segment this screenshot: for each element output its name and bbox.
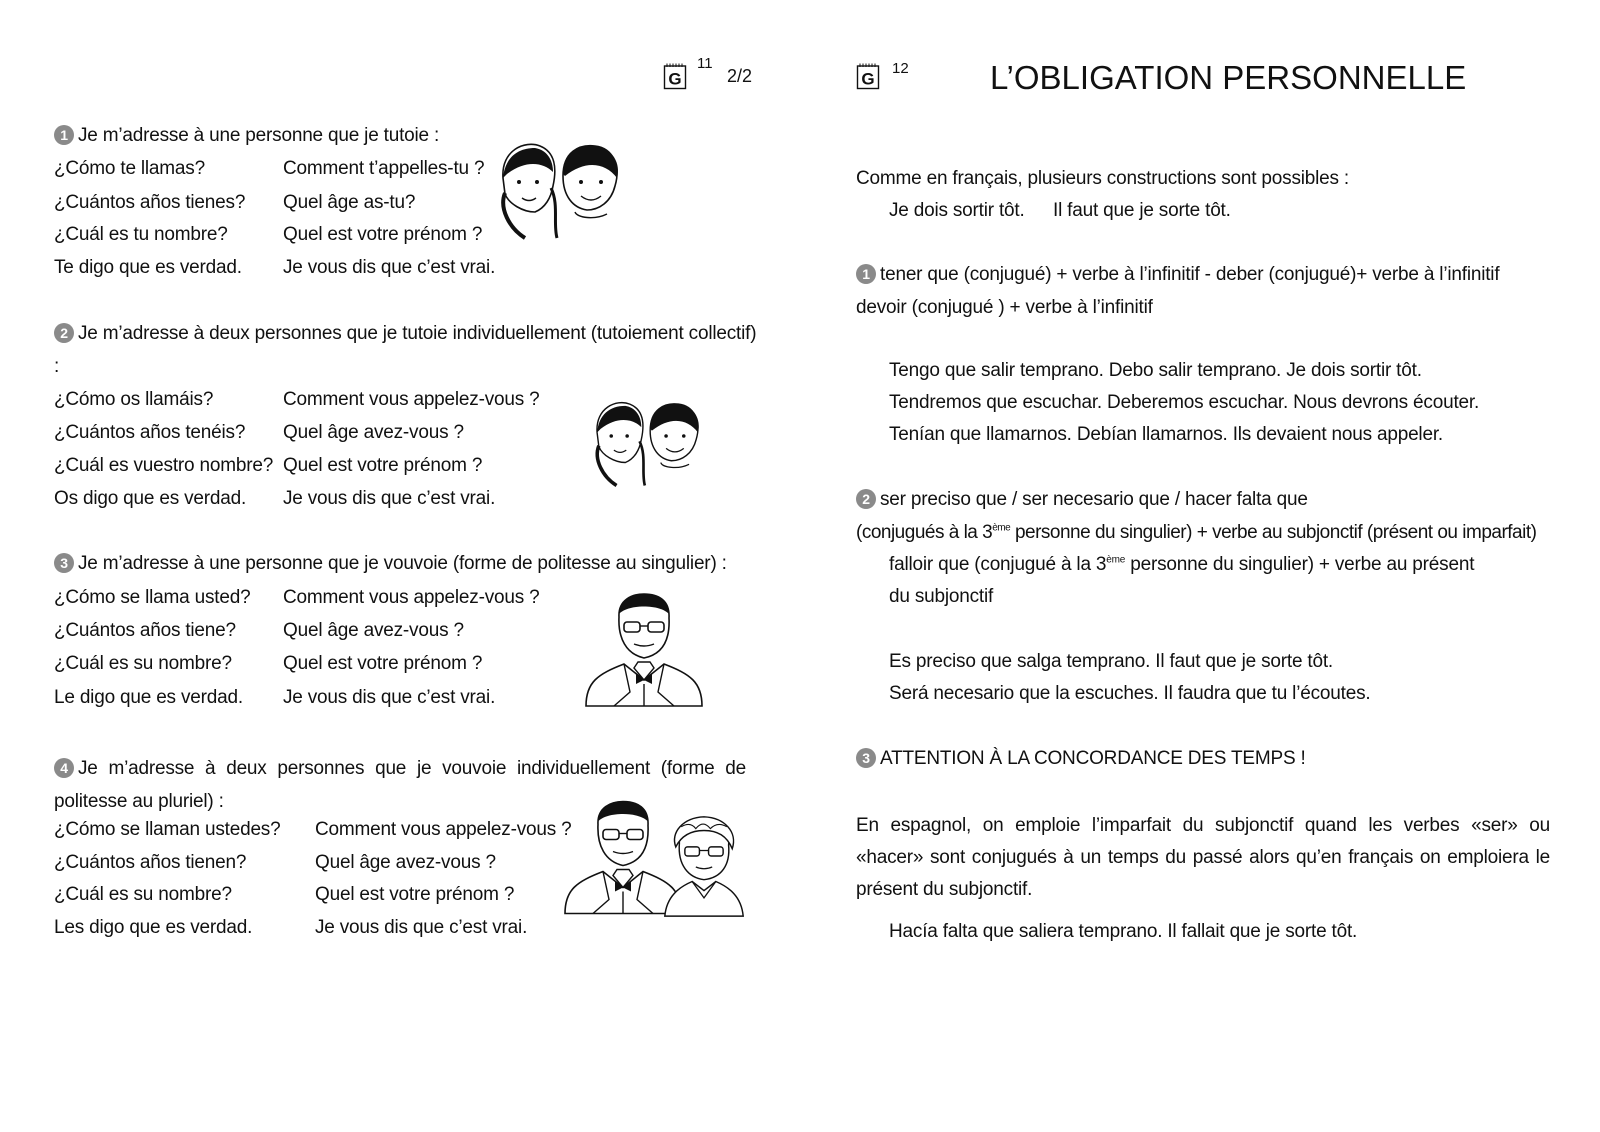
spanish-phrase: ¿Cuál es su nombre? [54, 653, 232, 674]
intro-example: Je dois sortir tôt. [889, 200, 1025, 221]
right-page [800, 0, 1600, 1132]
spanish-phrase: ¿Cuál es su nombre? [54, 884, 232, 905]
spanish-phrase: ¿Cómo se llama usted? [54, 587, 251, 608]
french-phrase: Quel âge as-tu? [283, 192, 416, 213]
section-number-1: 1 [856, 264, 876, 284]
intro-example: Il faut que je sorte tôt. [1053, 200, 1231, 221]
section-2-rule-french: falloir que (conjugué à la 3ème personne du singulier) + verbe au présent [889, 554, 1475, 575]
two-children-illustration [495, 138, 625, 243]
spanish-phrase: ¿Cuántos años tienen? [54, 852, 247, 873]
elderly-man-illustration [584, 592, 704, 707]
spanish-phrase: ¿Cómo os llamáis? [54, 389, 214, 410]
section-2-intro-continuation: : [54, 356, 60, 377]
french-phrase: Je vous dis que c’est vrai. [283, 687, 496, 708]
section-4-intro: 4 Je m’adresse à deux personnes que je vouvoie individuellement (forme de politesse au pluriel) : [54, 758, 746, 812]
section-number-1: 1 [54, 125, 74, 145]
section-number-3: 3 [856, 748, 876, 768]
spanish-phrase: Les digo que es verdad. [54, 917, 253, 938]
section-2-rule-french-cont: du subjonctif [889, 586, 994, 607]
french-phrase: Comment t’appelles-tu ? [283, 158, 485, 179]
section-3-intro: 3 Je m’adresse à une personne que je vouvoie (forme de politesse au singulier) : [54, 552, 727, 576]
french-phrase: Je vous dis que c’est vrai. [283, 257, 496, 278]
section-3-title: 3 ATTENTION À LA CONCORDANCE DES TEMPS ! [856, 747, 1306, 771]
section-1-intro: 1 Je m’adresse à une personne que je tutoie : [54, 124, 439, 148]
french-phrase: Comment vous appelez-vous ? [315, 819, 572, 840]
section-number-4: 4 [54, 758, 74, 778]
spanish-phrase: ¿Cuántos años tiene? [54, 620, 236, 641]
french-phrase: Quel est votre prénom ? [283, 455, 483, 476]
page-number: 11 [697, 55, 713, 72]
spanish-phrase: ¿Cuál es vuestro nombre? [54, 455, 274, 476]
section-number-2: 2 [54, 323, 74, 343]
section-2-rule-detail: (conjugués à la 3ème personne du singulier) + verbe au subjonctif (présent ou imparfait) [856, 522, 1537, 543]
section-1-rule-french: devoir (conjugué ) + verbe à l’infinitif [856, 297, 1153, 318]
page-title: L’OBLIGATION PERSONNELLE [990, 59, 1467, 96]
section-number-3: 3 [54, 553, 74, 573]
example-sentence: Será necesario que la escuches. Il faudra que tu l’écoutes. [889, 683, 1371, 704]
french-phrase: Comment vous appelez-vous ? [283, 389, 540, 410]
spanish-phrase: ¿Cómo se llaman ustedes? [54, 819, 281, 840]
french-phrase: Je vous dis que c’est vrai. [283, 488, 496, 509]
spanish-phrase: ¿Cuál es tu nombre? [54, 224, 228, 245]
spanish-phrase: Os digo que es verdad. [54, 488, 247, 509]
french-phrase: Quel âge avez-vous ? [283, 620, 464, 641]
section-1-rule: 1 tener que (conjugué) + verbe à l’infinitif - deber (conjugué)+ verbe à l’infinitif [856, 263, 1499, 287]
section-3-paragraph: En espagnol, on emploie l’imparfait du subjonctif quand les verbes «ser» ou «hacer» sont conjugués à un temps du passé alors qu’en français on emploiera le présent du subjonctif. [856, 815, 1550, 900]
french-phrase: Quel âge avez-vous ? [283, 422, 464, 443]
section-2-rule: 2 ser preciso que / ser necesario que / hacer falta que [856, 488, 1308, 512]
french-phrase: Quel est votre prénom ? [283, 224, 483, 245]
section-2-intro: 2 Je m’adresse à deux personnes que je tutoie individuellement (tutoiement collectif) [54, 322, 756, 346]
example-sentence: Tendremos que escuchar. Deberemos escuchar. Nous devrons écouter. [889, 392, 1480, 413]
french-phrase: Quel âge avez-vous ? [315, 852, 496, 873]
intro-text: Comme en français, plusieurs constructions sont possibles : [856, 168, 1349, 189]
spanish-phrase: Te digo que es verdad. [54, 257, 242, 278]
example-sentence: Es preciso que salga temprano. Il faut que je sorte tôt. [889, 651, 1334, 672]
grammar-g-icon [856, 62, 880, 90]
example-sentence: Tenían que llamarnos. Debían llamarnos. Ils devaient nous appeler. [889, 424, 1443, 445]
grammar-g-icon [663, 62, 687, 90]
french-phrase: Quel est votre prénom ? [283, 653, 483, 674]
page-number: 12 [892, 60, 909, 77]
french-phrase: Je vous dis que c’est vrai. [315, 917, 528, 938]
spanish-phrase: ¿Cuántos años tienes? [54, 192, 246, 213]
example-sentence: Tengo que salir temprano. Debo salir temprano. Je dois sortir tôt. [889, 360, 1422, 381]
elderly-woman-illustration [663, 815, 745, 917]
example-sentence: Hacía falta que saliera temprano. Il fallait que je sorte tôt. [889, 921, 1358, 942]
page-fraction: 2/2 [727, 66, 753, 86]
spanish-phrase: ¿Cuántos años tenéis? [54, 422, 246, 443]
spanish-phrase: Le digo que es verdad. [54, 687, 243, 708]
two-children-illustration [590, 396, 705, 491]
french-phrase: Quel est votre prénom ? [315, 884, 515, 905]
french-phrase: Comment vous appelez-vous ? [283, 587, 540, 608]
spanish-phrase: ¿Cómo te llamas? [54, 158, 205, 179]
section-number-2: 2 [856, 489, 876, 509]
